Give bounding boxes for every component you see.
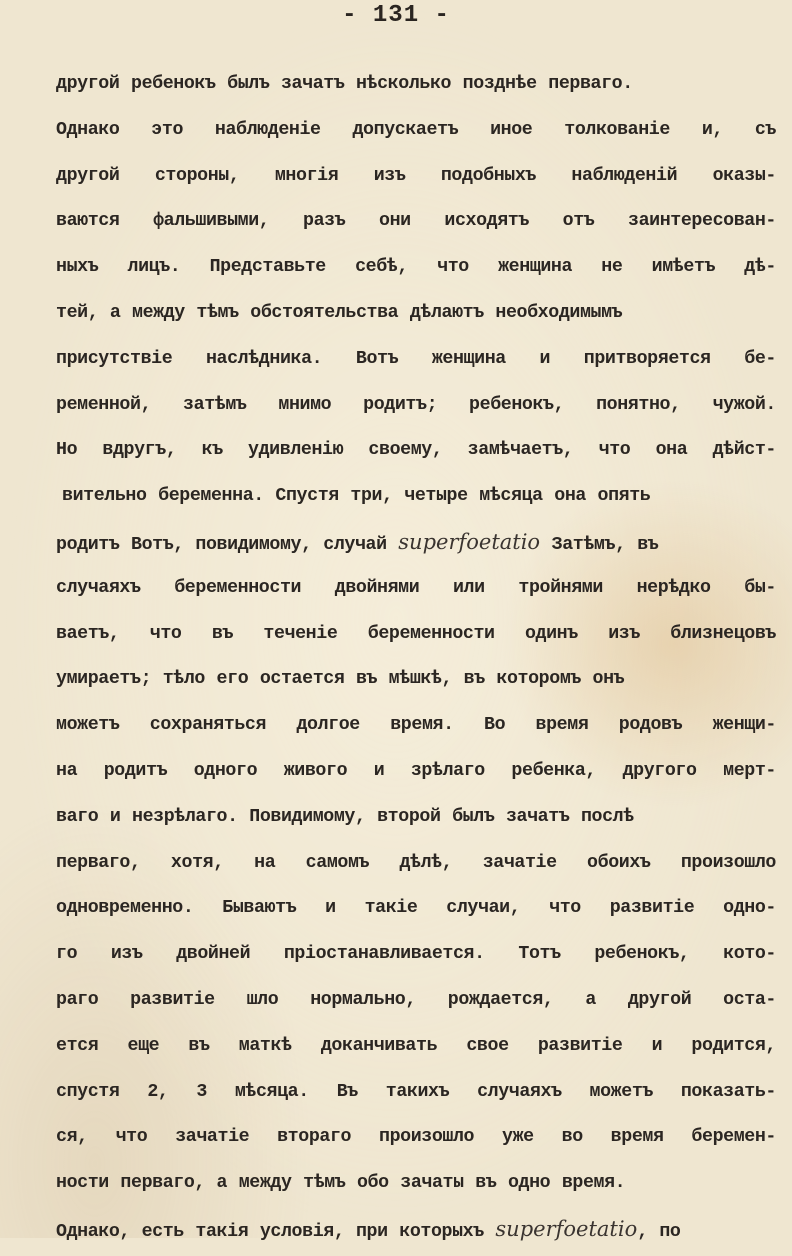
text-line: перваго, хотя, на самомъ дѣлѣ, зачатіе обоихъ произошло [56, 852, 776, 873]
handwritten-term: superfoetatio [398, 529, 541, 554]
text-line: ется еще въ маткѣ доканчивать свое развитіе и родится, [56, 1035, 776, 1056]
text-line: раго развитіе шло нормально, рождается, а другой оста- [56, 989, 776, 1010]
text-line: другой стороны, многія изъ подобныхъ наблюденій оказы- [56, 165, 776, 186]
text-line: ваются фальшивыми, разъ они исходятъ отъ заинтересован- [56, 211, 776, 232]
text-line: Однако это наблюденіе допускаетъ иное толкованіе и, съ [56, 119, 776, 140]
document-body [56, 62, 776, 1253]
text-line: ности перваго, а между тѣмъ обо зачаты въ одно время. [56, 1173, 626, 1194]
text-line: присутствіе наслѣдника. Вотъ женщина и притворяется бе- [56, 348, 776, 369]
handwritten-term: superfoetatio [495, 1216, 638, 1241]
text-line: ныхъ лицъ. Представьте себѣ, что женщина не имѣетъ дѣ- [56, 257, 776, 278]
text-line: ременной, затѣмъ мнимо родитъ; ребенокъ, понятно, чужой. [56, 394, 776, 415]
text-line: ваетъ, что въ теченіе беременности одинъ изъ близнецовъ [56, 623, 776, 644]
text-line: родитъ Вотъ, повидимому, случай superfoetatio Затѣмъ, въ [56, 529, 659, 555]
text-line: го изъ двойней пріостанавливается. Тотъ ребенокъ, кото- [56, 944, 776, 965]
text-line: случаяхъ беременности двойнями или тройнями нерѣдко бы- [56, 577, 776, 598]
text-line: спустя 2, 3 мѣсяца. Въ такихъ случаяхъ можетъ показать- [56, 1081, 776, 1102]
text-line: одновременно. Бываютъ и такіе случаи, что развитіе одно- [56, 898, 776, 919]
text-line: другой ребенокъ былъ зачатъ нѣсколько позднѣе перваго. [56, 74, 633, 94]
text-line: ся, что зачатіе втораго произошло уже во время беремен- [56, 1127, 776, 1148]
text-line: вительно беременна. Спустя три, четыре мѣсяца она опять [62, 486, 651, 507]
text-line: Но вдругъ, къ удивленію своему, замѣчаетъ, что она дѣйст- [56, 440, 776, 461]
page-number: - 131 - [342, 2, 450, 29]
text-line: умираетъ; тѣло его остается въ мѣшкѣ, въ которомъ онъ [56, 669, 625, 690]
text-line: тей, а между тѣмъ обстоятельства дѣлаютъ необходимымъ [56, 302, 623, 323]
text-line: можетъ сохраняться долгое время. Во время родовъ женщи- [56, 715, 776, 736]
text-line: Однако, есть такія условія, при которыхъ superfoetatio, по [56, 1216, 681, 1242]
text-line: на родитъ одного живого и зрѣлаго ребенка, другого мерт- [56, 760, 776, 781]
text-line: ваго и незрѣлаго. Повидимому, второй былъ зачатъ послѣ [56, 806, 634, 827]
